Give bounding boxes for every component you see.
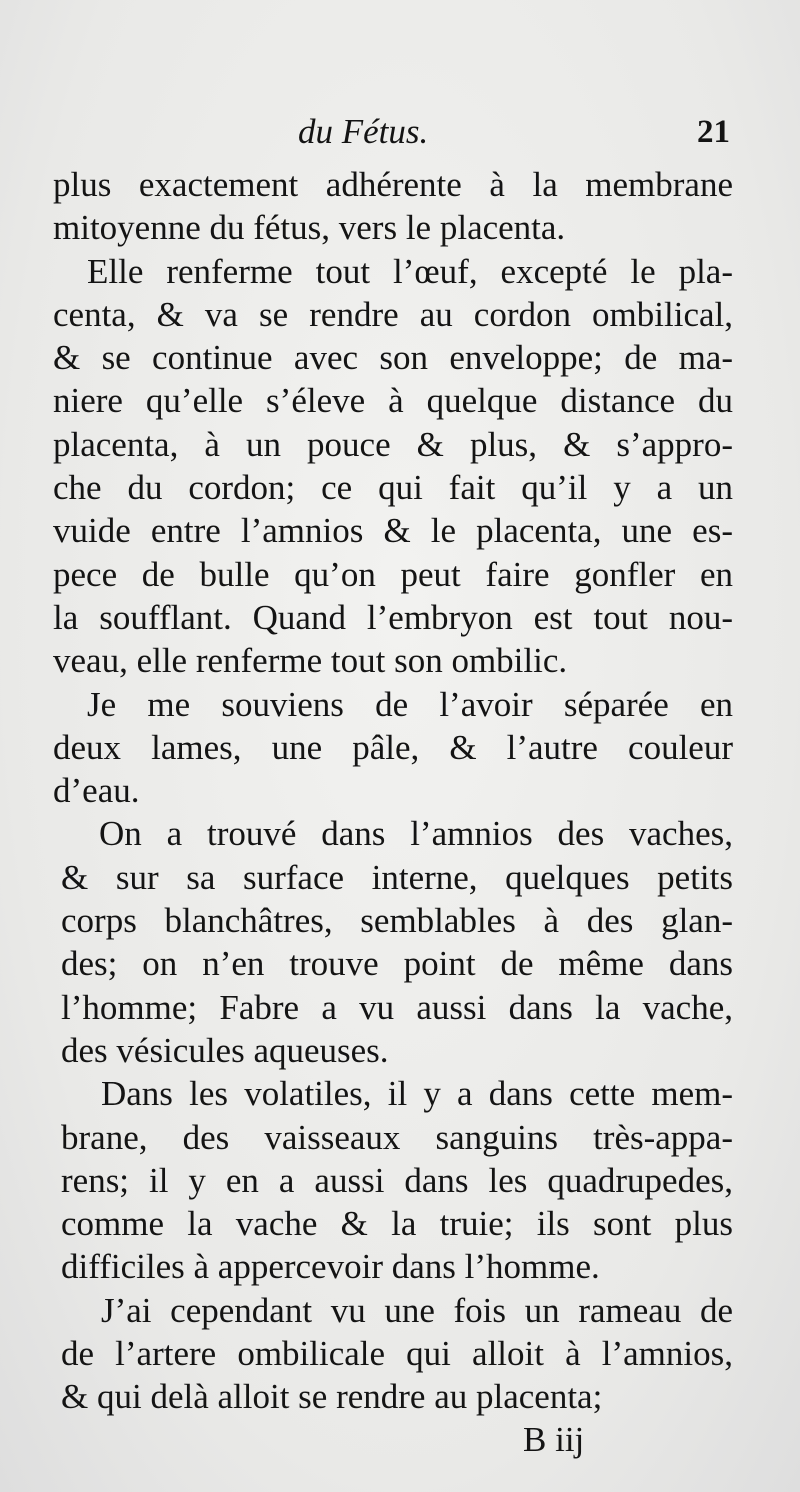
text-line: placenta, à un pouce & plus, & s’appro- [53, 424, 733, 464]
running-title: du Fétus. [298, 112, 429, 151]
text-line: deux lames, une pâle, & l’autre couleur [53, 727, 733, 767]
text-line: centa, & va se rendre au cordon ombilical, [53, 294, 733, 334]
text-line: plus exactement adhérente à la membrane [53, 165, 733, 204]
text-line: comme la vache & la truie; ils sont plus [61, 1204, 733, 1244]
text-line: la soufflant. Quand l’embryon est tout nou- [53, 597, 733, 637]
text-line: des vésicules aqueuses. [61, 1030, 389, 1070]
text-line: difficiles à appercevoir dans l’homme. [61, 1247, 600, 1287]
signature-mark: B iij [523, 1420, 585, 1459]
text-line: des; on n’en trouve point de même dans [61, 944, 733, 984]
text-line: J’ai cependant vu une fois un rameau de [101, 1290, 733, 1330]
text-line: brane, des vaisseaux sanguins très-appa- [61, 1117, 733, 1157]
text-line: corps blanchâtres, semblables à des glan- [61, 901, 733, 941]
text-line: niere qu’elle s’éleve à quelque distance du [53, 381, 733, 421]
text-line: & qui delà alloit se rendre au placenta; [61, 1377, 603, 1417]
body-text [53, 163, 733, 1419]
text-line: rens; il y en a aussi dans les quadrupedes, [61, 1160, 733, 1200]
text-line: & se continue avec son enveloppe; de ma- [53, 338, 733, 378]
text-line: Je me souviens de l’avoir séparée en [87, 684, 733, 724]
text-line: de l’artere ombilicale qui alloit à l’amnios, [61, 1334, 733, 1374]
text-line: veau, elle renferme tout son ombilic. [53, 641, 568, 681]
text-line: l’homme; Fabre a vu aussi dans la vache, [61, 987, 733, 1027]
page-header [60, 112, 730, 162]
text-line: vuide entre l’amnios & le placenta, une es- [53, 511, 733, 551]
text-line: Dans les volatiles, il y a dans cette mem- [101, 1074, 733, 1114]
text-line: Elle renferme tout l’œuf, excepté le pla- [87, 251, 733, 291]
text-line: mitoyenne du fétus, vers le placenta. [53, 208, 566, 248]
page-number: 21 [697, 114, 730, 150]
text-line: pece de bulle qu’on peut faire gonfler en [53, 554, 733, 594]
text-line: On a trouvé dans l’amnios des vaches, [99, 814, 733, 854]
text-line: d’eau. [53, 771, 140, 811]
text-line: che du cordon; ce qui fait qu’il y a un [53, 468, 733, 508]
text-line: & sur sa surface interne, quelques petits [61, 857, 733, 897]
